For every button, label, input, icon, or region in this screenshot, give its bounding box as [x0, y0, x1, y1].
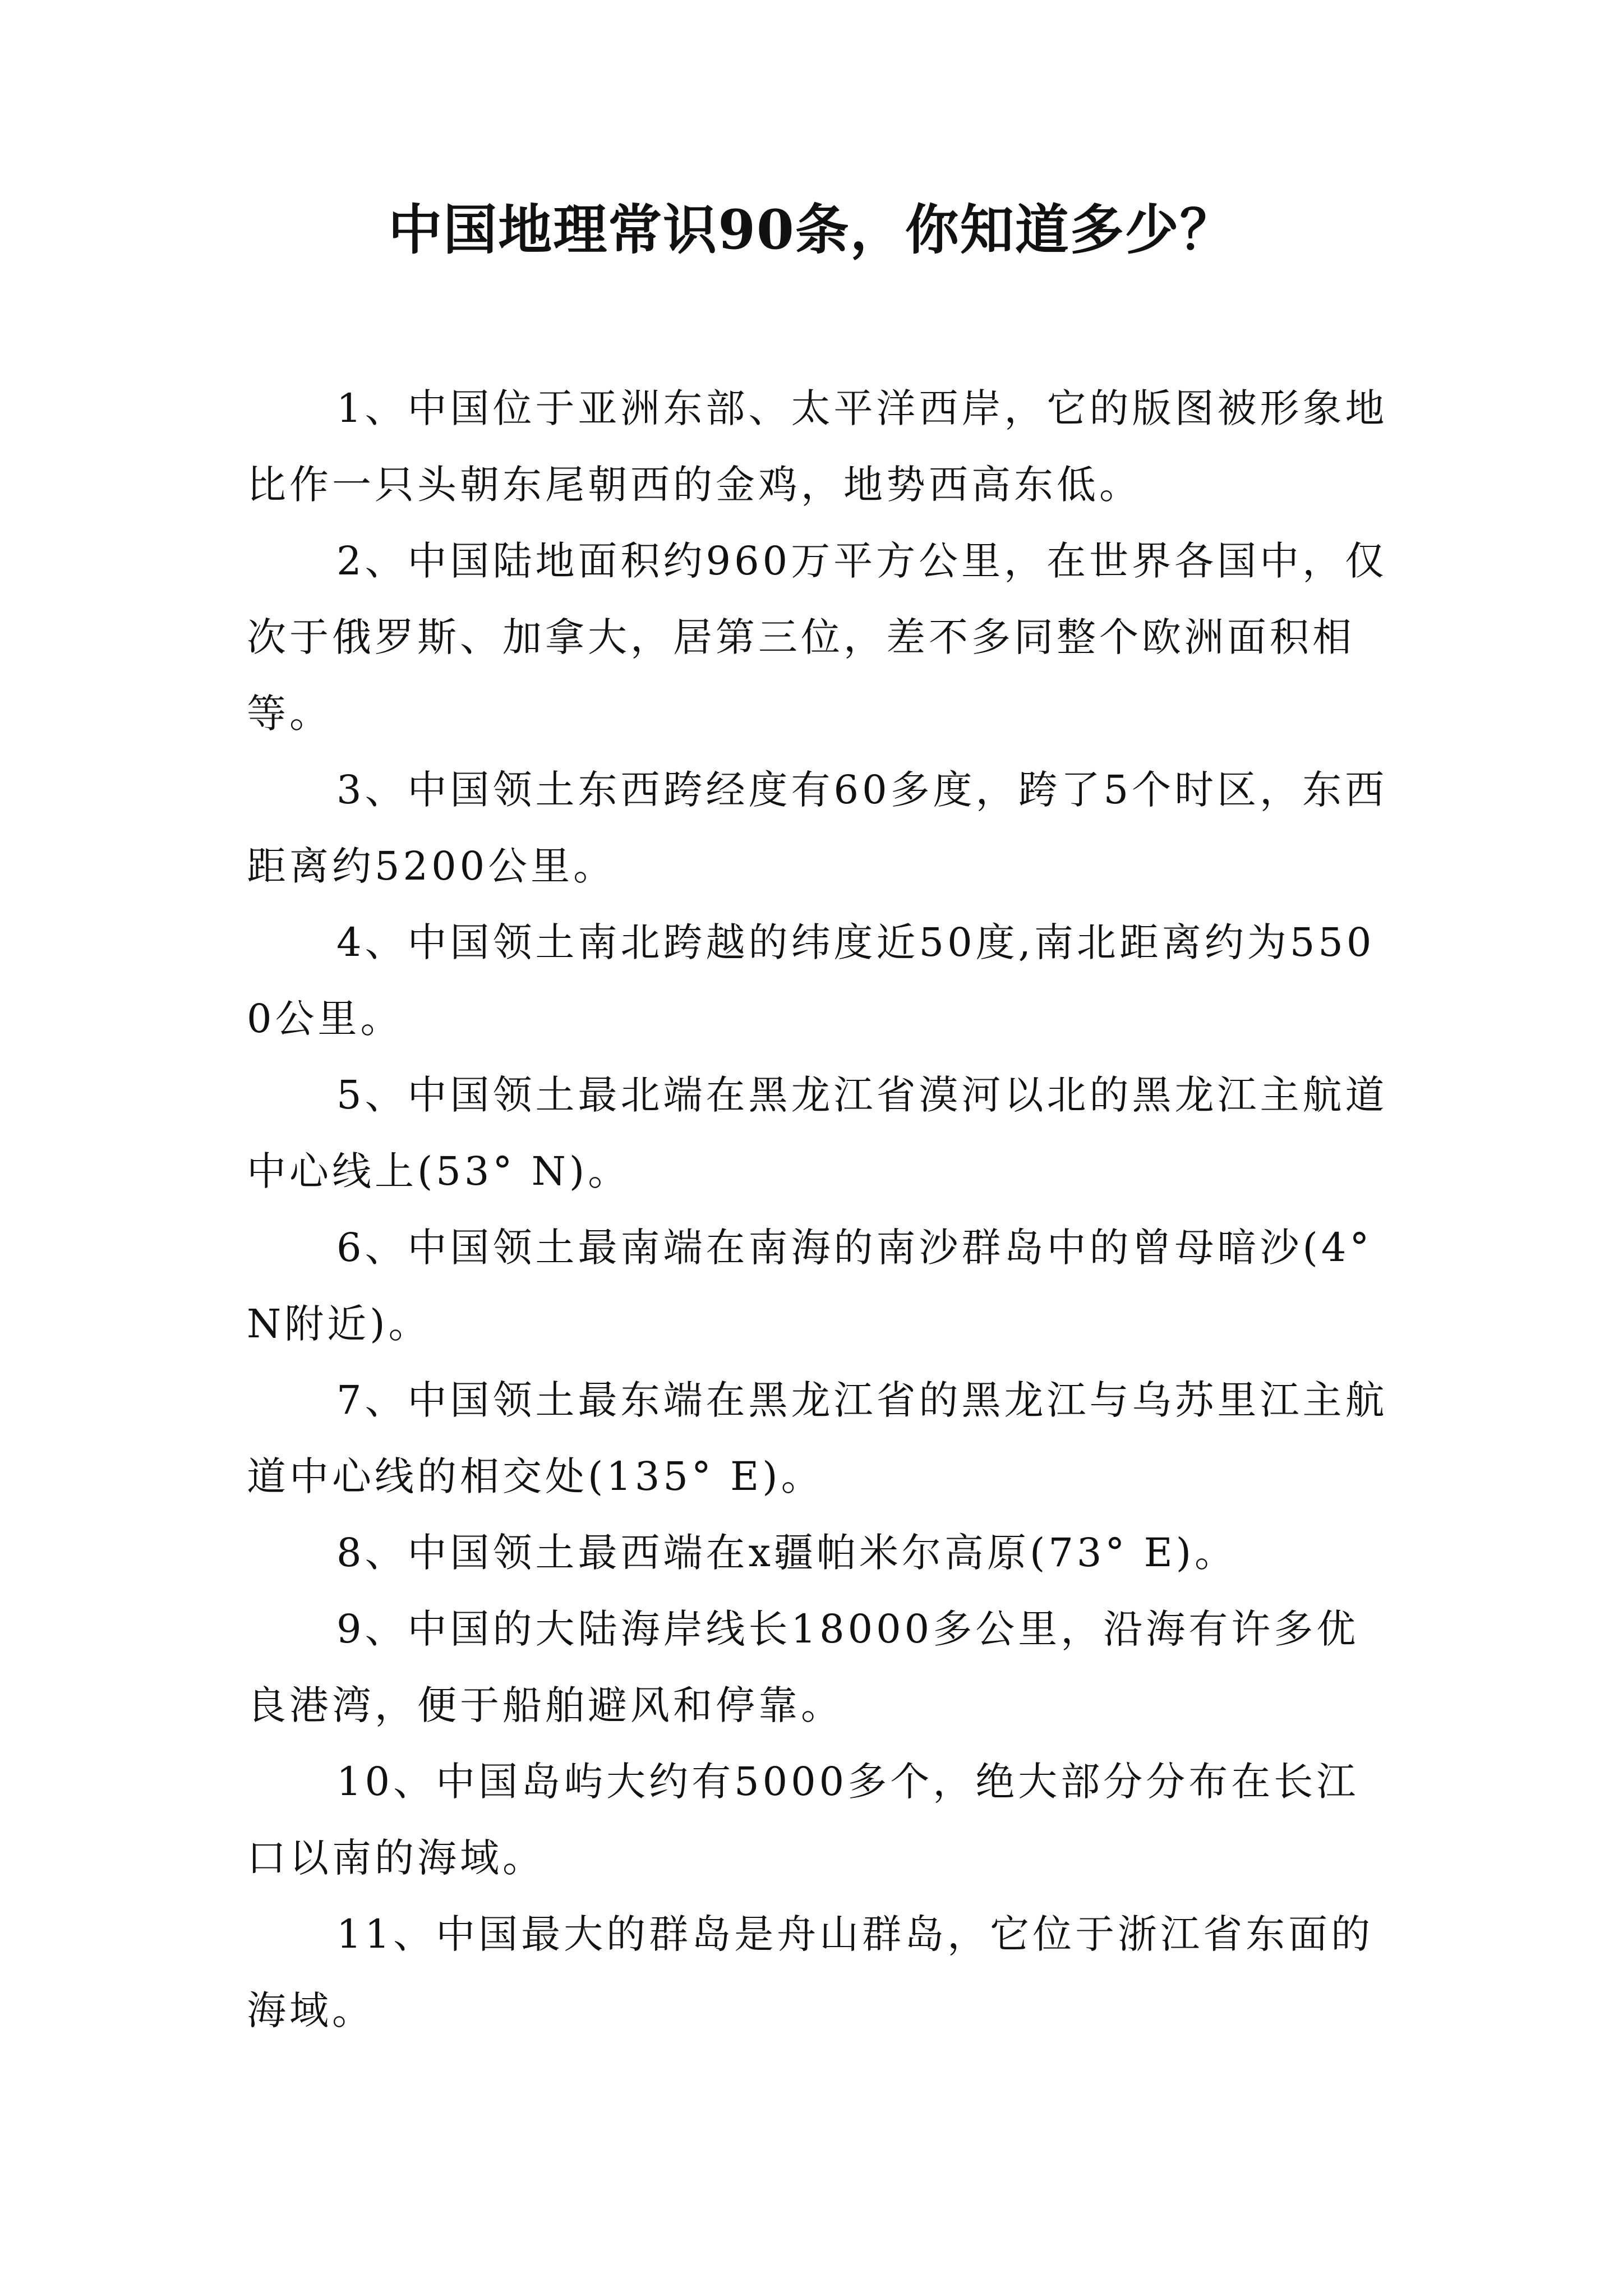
paragraph-6: 6、中国领土最南端在南海的南沙群岛中的曾母暗沙(4° N附近)。 — [247, 1225, 1373, 1347]
paragraph-5: 5、中国领土最北端在黑龙江省漠河以北的黑龙江主航道中心线上(53° N)。 — [247, 1072, 1388, 1194]
document-title: 中国地理常识90条，你知道多少？ — [388, 198, 1235, 261]
paragraph-7: 7、中国领土最东端在黑龙江省的黑龙江与乌苏里江主航道中心线的相交处(135° E)。 — [247, 1377, 1388, 1499]
paragraph-11: 11、中国最大的群岛是舟山群岛，它位于浙江省东面的海域。 — [247, 1911, 1374, 2033]
paragraph-9: 9、中国的大陆海岸线长18000多公里，沿海有许多优良港湾，便于船舶避风和停靠。 — [247, 1606, 1359, 1728]
paragraph-2: 2、中国陆地面积约960万平方公里，在世界各国中，仅次于俄罗斯、加拿大，居第三位，差不多同整个欧洲面积相等。 — [247, 538, 1388, 737]
paragraph-3: 3、中国领土东西跨经度有60多度，跨了5个时区，东西距离约5200公里。 — [247, 767, 1388, 889]
paragraph-8: 8、中国领土最西端在x疆帕米尔高原(73° E)。 — [336, 1530, 1238, 1576]
paragraph-1: 1、中国位于亚洲东部、太平洋西岸，它的版图被形象地比作一只头朝东尾朝西的金鸡，地势西高东低。 — [247, 385, 1388, 508]
paragraph-4: 4、中国领土南北跨越的纬度近50度,南北距离约为5500公里。 — [247, 919, 1375, 1042]
document-body — [247, 370, 1391, 2049]
paragraph-10: 10、中国岛屿大约有5000多个，绝大部分分布在长江口以南的海域。 — [247, 1759, 1359, 1881]
